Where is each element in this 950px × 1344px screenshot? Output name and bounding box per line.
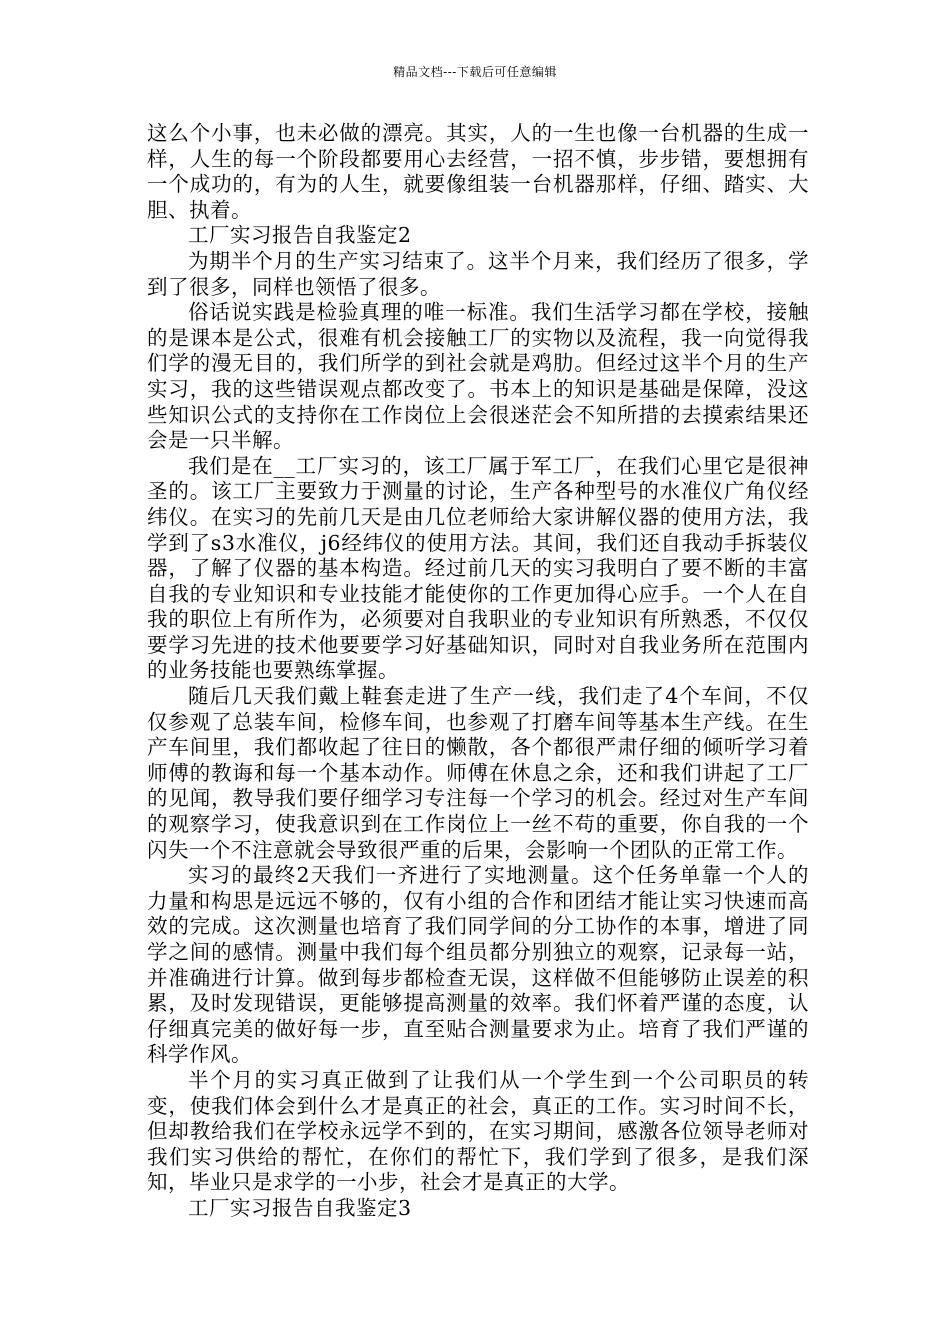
page-header: 精品文档---下载后可任意编辑 [393,65,557,79]
paragraph-7: 半个月的实习真正做到了让我们从一个学生到一个公司职员的转变，使我们体会到什么才是真正的社会，真正的工作。实习时间不长，但却教给我们在学校永远学不到的，在实习期间，感激各位领导老师对我们实习供给的帮忙，在你们的帮忙下，我们学到了很多，是我们深知，毕业只是求学的一小步，社会才是真正的大学。 [147,1067,809,1195]
paragraph-5: 随后几天我们戴上鞋套走进了生产一线，我们走了4个车间，不仅仅参观了总装车间，检修车间，也参观了打磨车间等基本生产线。在生产车间里，我们都收起了往日的懒散，各个都很严肃仔细的倾听学习着师傅的教诲和每一个基本动作。师傅在休息之余，还和我们讲起了工厂的见闻，教导我们要仔细学习专注每一个学习的机会。经过对生产车间的观察学习，使我意识到在工作岗位上一丝不苟的重要，你自我的一个闪失一个不注意就会导致很严重的后果，会影响一个团队的正常工作。 [147,684,809,862]
section-heading-2: 工厂实习报告自我鉴定2 [188,223,412,248]
document-body [147,121,809,1222]
paragraph-4: 我们是在__工厂实习的，该工厂属于军工厂，在我们心里它是很神圣的。该工厂主要致力于测量的讨论，生产各种型号的水准仪广角仪经纬仪。在实习的先前几天是由几位老师给大家讲解仪器的使用方法，我学到了s3水准仪，j6经纬仪的使用方法。其间，我们还自我动手拆装仪器，了解了仪器的基本构造。经过前几天的实习我明白了要不断的丰富自我的专业知识和专业技能才能使你的工作更加得心应手。一个人在自我的职位上有所作为，必须要对自我职业的专业知识有所熟悉，不仅仅要学习先进的技术他要要学习好基础知识，同时对自我业务所在范围内的业务技能也要熟练掌握。 [147,453,809,683]
paragraph-3: 俗话说实践是检验真理的唯一标准。我们生活学习都在学校，接触的是课本是公式，很难有机会接触工厂的实物以及流程，我一向觉得我们学的漫无目的，我们所学的到社会就是鸡肋。但经过这半个月的生产实习，我的这些错误观点都改变了。书本上的知识是基础是保障，没这些知识公式的支持你在工作岗位上会很迷茫会不知所措的去摸索结果还会是一只半解。 [147,300,809,453]
paragraph-1: 这么个小事，也未必做的漂亮。其实，人的一生也像一台机器的生成一样，人生的每一个阶段都要用心去经营，一招不慎，步步错，要想拥有一个成功的，有为的人生，就要像组装一台机器那样，仔细、踏实、大胆、执着。 [147,121,809,222]
paragraph-2: 为期半个月的生产实习结束了。这半个月来，我们经历了很多，学到了很多，同样也领悟了很多。 [147,248,809,299]
section-heading-3: 工厂实习报告自我鉴定3 [188,1195,412,1220]
paragraph-6: 实习的最终2天我们一齐进行了实地测量。这个任务单靠一个人的力量和构思是远远不够的，仅有小组的合作和团结才能让实习快速而高效的完成。这次测量也培育了我们同学间的分工协作的本事，增进了同学之间的感情。测量中我们每个组员都分别独立的观察，记录每一站，并准确进行计算。做到每步都检查无误，这样做不但能够防止误差的积累，及时发现错误，更能够提高测量的效率。我们怀着严谨的态度，认仔细真完美的做好每一步，直至贴合测量要求为止。培育了我们严谨的科学作风。 [147,863,809,1067]
